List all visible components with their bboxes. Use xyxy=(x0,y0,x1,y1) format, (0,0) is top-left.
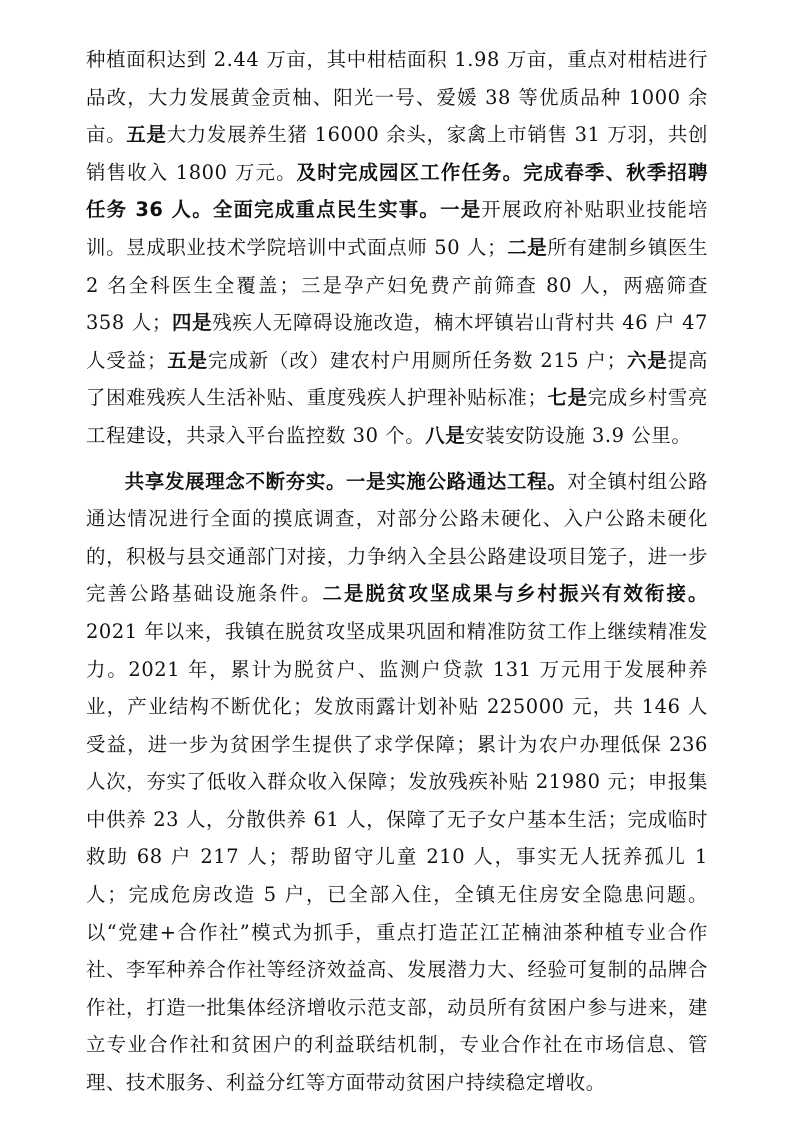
paragraph-spacer xyxy=(86,455,708,463)
bold-segment: 七是 xyxy=(547,386,588,410)
paragraph-2 xyxy=(86,463,708,1102)
text-segment: 完成新（改）建农村户用厕所任务数 215 户； xyxy=(208,348,627,372)
text-segment: 2021 年以来，我镇在脱贫攻坚成果巩固和精准防贫工作上继续精准发力。2021 年，累计为脱贫户、监测户贷款 131 万元用于发展种养业，产业结构不断优化；发放雨露计划补贴 225000 元，共 146 人受益，进一步为贫困学生提供了求学保障；累计为农户办理低保 236 人次，夯实了低收入群众收入保障；发放残疾补贴 21980 元；申报集中供养 23 人，分散供养 61 人，保障了无子女户基本生活；完成临时救助 68 户 217 人；帮助留守儿童 210 人，事实无人抚养孤儿 1 人；完成危房改造 5 户，已全部入住，全镇无住房安全隐患问题。以“党建+合作社”模式为抓手，重点打造芷江芷楠油茶种植专业合作社、李军种养合作社等经济效益高、发展潜力大、经验可复制的品牌合作社，打造一批集体经济增收示范支部，动员所有贫困户参与进来，建立专业合作社和贫困户的利益联结机制，专业合作社在市场信息、管理、技术服务、利益分红等方面带动贫困户持续稳定增收。 xyxy=(86,619,708,1095)
text-segment: 完成乡村雪亮工程建设，共录入平台监控数 30 个。 xyxy=(86,386,708,447)
text-segment: 提高了困难残疾人生活补贴、重度残疾人护理补贴标准； xyxy=(86,348,709,410)
text-segment: 残疾人无障碍设施改造，楠木坪镇岩山背村共 46 户 47 人受益； xyxy=(86,311,708,372)
bold-segment: 一是 xyxy=(440,198,482,222)
bold-segment: 及时完成园区工作任务。完成春季、秋季招聘任务 36 人。全面完成重点民生实事。 xyxy=(86,160,708,222)
paragraph-1 xyxy=(86,41,708,455)
text-segment: 开展政府补贴职业技能培训。昱成职业技术学院培训中式面点师 50 人； xyxy=(86,198,708,259)
bold-segment: 五是 xyxy=(126,123,167,147)
text-segment: 大力发展养生猪 16000 余头，家禽上市销售 31 万羽，共创销售收入 1800 万元。 xyxy=(86,123,708,184)
bold-segment: 五是 xyxy=(167,348,209,372)
bold-segment: 八是 xyxy=(425,423,466,447)
bold-segment: 二是脱贫攻坚成果与乡村振兴有效衔接。 xyxy=(322,582,708,606)
bold-segment: 六是 xyxy=(626,348,668,372)
text-segment: 对全镇村组公路通达情况进行全面的摸底调查，对部分公路未硬化、入户公路未硬化的，积极与县交通部门对接，力争纳入全县公路建设项目笼子，进一步完善公路基础设施条件。 xyxy=(86,469,709,606)
bold-segment: 四是 xyxy=(171,311,213,335)
bold-segment: 共享发展理念不断夯实。一是实施公路通达工程。 xyxy=(124,469,568,493)
text-segment: 所有建制乡镇医生 2 名全科医生全覆盖；三是孕产妇免费产前筛查 80 人，两癌筛查 358 人； xyxy=(86,235,708,335)
text-segment: 种植面积达到 2.44 万亩，其中柑桔面积 1.98 万亩，重点对柑桔进行品改，大力发展黄金贡柚、阳光一号、爱媛 38 等优质品种 1000 余亩。 xyxy=(86,48,708,147)
bold-segment: 二是 xyxy=(507,235,548,259)
document-body xyxy=(86,41,708,1102)
text-segment: 安装安防设施 3.9 公里。 xyxy=(465,423,692,447)
